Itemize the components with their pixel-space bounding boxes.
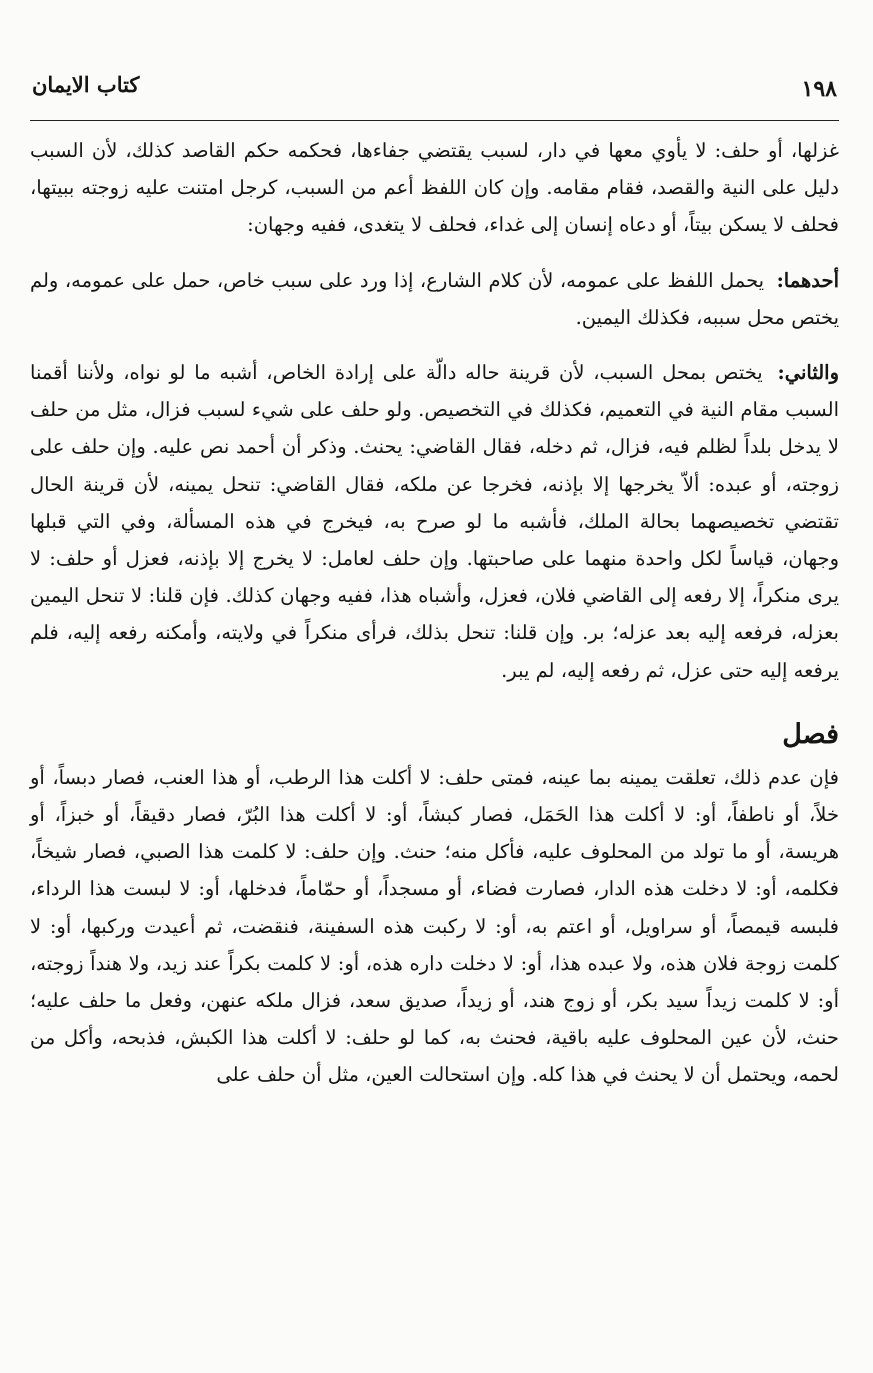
- first-view-label: أحدهما:: [776, 268, 839, 292]
- page-header: [30, 66, 839, 121]
- page-number: ١٩٨: [801, 76, 837, 102]
- page-body: [30, 132, 839, 1094]
- running-title: كتاب الايمان: [32, 72, 140, 97]
- second-view-text: يختص بمحل السبب، لأن قرينة حاله دالّة على إرادة الخاص، أشبه ما لو نواه، ولأننا أقمنا السبب مقام النية في التعميم، فكذلك في التخصيص. ولو حلف على شيء لسبب فزال، مثل من حلف لا يدخل بلداً لظلم فيه، فزال، ثم دخله، فقال القاضي: يحنث. وذكر أن أحمد نص عليه. وإن حلف على زوجته، أو عبده: ألاّ يخرجها إلا بإذنه، فخرجا عن ملكه، فقال القاضي: تنحل يمينه، لأن قرينة الحال تقتضي تخصيصهما بحالة الملك، فأشبه ما لو صرح به، فيخرج في هذه المسألة، وفي التي قبلها وجهان، قياساً لكل واحدة منهما على صاحبتها. وإن حلف لعامل: لا يخرج إلا بإذنه، فعزل أو حلف: لا يرى منكراً، إلا رفعه إلى القاضي فلان، فعزل، وأشباه هذا، ففيه وجهان كذلك. فإن قلنا: لا تنحل اليمين بعزله، فرفعه إليه بعد عزله؛ بر. وإن قلنا: تنحل بذلك، فرأى منكراً في ولايته، وأمكنه رفعه إليه، فلم يرفعه إليه حتى عزل، ثم رفعه إليه، لم يبر.: [30, 361, 839, 682]
- second-view-label: والثاني:: [777, 361, 840, 385]
- paragraph-first-view: [30, 262, 839, 336]
- paragraph-intro: غزلها، أو حلف: لا يأوي معها في دار، لسبب يقتضي جفاءها، فحكمه حكم القاصد كذلك، لأن السبب دليل على النية والقصد، فقام مقامه. وإن كان اللفظ أعم من السبب، كرجل امتنت عليه زوجته ببيتها، فحلف لا يسكن بيتاً، أو دعاه إنسان إلى غداء، فحلف لا يتغدى، ففيه وجهان:: [30, 139, 839, 237]
- section-heading: فصل: [782, 718, 839, 750]
- paragraph-second-view: [30, 354, 839, 689]
- first-view-text: يحمل اللفظ على عمومه، لأن كلام الشارع، إذا ورد على سبب خاص، حمل على عمومه، ولم يختص محل سببه، فكذلك اليمين.: [30, 268, 839, 329]
- section-body: فإن عدم ذلك، تعلقت يمينه بما عينه، فمتى حلف: لا أكلت هذا الرطب، أو هذا العنب، فصار دبساً، أو خلاً، أو ناطفاً، أو: لا أكلت هذا الحَمَل، فصار كبشاً، أو: لا أكلت هذا البُرّ، فصار دقيقاً، أو خبزاً، أو هريسة، أو ما تولد من المحلوف عليه، فأكل منه؛ حنث. وإن حلف: لا كلمت هذا الصبي، فصار شيخاً، فكلمه، أو: لا دخلت هذه الدار، فصارت فضاء، أو مسجداً، أو حمّاماً، فدخلها، أو: لا لبست هذا الرداء، فلبسه قيمصاً، أو سراويل، أو اعتم به، أو: لا ركبت هذه السفينة، فنقضت، ثم أعيدت وركبها، أو: لا كلمت زوجة فلان هذه، ولا عبده هذا، أو: لا دخلت داره هذه، أو: لا كلمت بكراً عند زيد، ولا هنداً زوجته، أو: لا كلمت زيداً سيد بكر، أو زوج هند، أو زيداً، صديق سعد، فزال ملكه عنهن، وفعل ما حلف عليه؛ حنث، لأن عين المحلوف عليه باقية، فحنث به، كما لو حلف: لا أكلت هذا الكبش، فذبحه، وأكل من لحمه، ويحتمل أن لا يحنث في هذا كله. وإن استحالت العين، مثل أن حلف على: [30, 765, 839, 1087]
